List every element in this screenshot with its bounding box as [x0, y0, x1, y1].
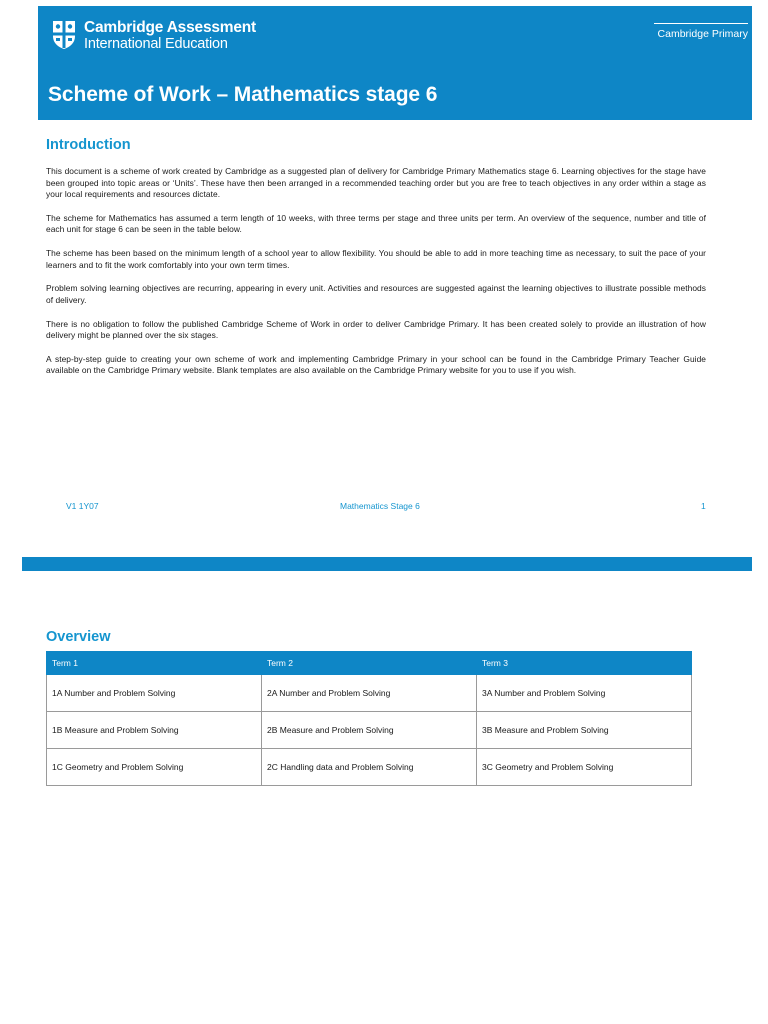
column-header: Term 2: [262, 652, 477, 675]
footer-subject: Mathematics Stage 6: [340, 501, 420, 511]
document-title: Scheme of Work – Mathematics stage 6: [48, 83, 438, 106]
page-header: [38, 6, 752, 120]
table-row: [47, 675, 692, 712]
column-header: Term 1: [47, 652, 262, 675]
introduction-body: [46, 166, 706, 389]
cambridge-logo: [52, 20, 256, 52]
table-row: [47, 712, 692, 749]
footer-page-number: 1: [701, 501, 706, 511]
intro-paragraph: This document is a scheme of work created by Cambridge as a suggested plan of delivery for Cambridge Primary Mathematics stage 6. Learning objectives for the stage have been grouped into topic areas or ‘Units’. These have then been arranged in a recommended teaching order but you are free to teach objectives in any order within a stage as your local requirements and resources dictate.: [46, 166, 706, 199]
overview-heading: Overview: [46, 629, 111, 645]
page-divider-band: [22, 557, 752, 571]
overview-table: [46, 651, 692, 786]
logo-line-1: Cambridge Assessment: [84, 19, 257, 36]
intro-paragraph: Problem solving learning objectives are recurring, appearing in every unit. Activities and resources are suggested against the learning objectives to illustrate possible methods of delivery.: [46, 283, 706, 305]
brand-label: Cambridge Primary: [657, 28, 748, 40]
table-cell: 3C Geometry and Problem Solving: [477, 749, 692, 786]
footer-version: V1 1Y07: [66, 501, 99, 511]
intro-paragraph: The scheme for Mathematics has assumed a term length of 10 weeks, with three terms per stage and three units per term. An overview of the sequence, number and title of each unit for stage 6 can be seen in the table below.: [46, 212, 706, 235]
table-row: [47, 749, 692, 786]
table-cell: 1A Number and Problem Solving: [47, 675, 262, 712]
column-header: Term 3: [477, 652, 692, 675]
table-cell: 1C Geometry and Problem Solving: [47, 749, 262, 786]
table-header-row: [47, 652, 692, 675]
brand-divider: [654, 23, 748, 24]
intro-paragraph: A step-by-step guide to creating your own scheme of work and implementing Cambridge Primary in your school can be found in the Cambridge Primary Teacher Guide available on the Cambridge Primary website. Blank templates are also available on the Cambridge Primary website for you to use if you wish.: [46, 353, 706, 376]
table-cell: 1B Measure and Problem Solving: [47, 712, 262, 749]
table-cell: 2B Measure and Problem Solving: [262, 712, 477, 749]
table-cell: 2C Handling data and Problem Solving: [262, 749, 477, 786]
table-cell: 3A Number and Problem Solving: [477, 675, 692, 712]
cambridge-shield-icon: [52, 20, 76, 50]
table-cell: 2A Number and Problem Solving: [262, 675, 477, 712]
intro-paragraph: The scheme has been based on the minimum length of a school year to allow flexibility. You should be able to add in more teaching time as necessary, to suit the pace of your learners and to fit the work comfortably into your own term times.: [46, 248, 706, 270]
table-cell: 3B Measure and Problem Solving: [477, 712, 692, 749]
introduction-heading: Introduction: [46, 137, 131, 153]
intro-paragraph: There is no obligation to follow the published Cambridge Scheme of Work in order to deliver Cambridge Primary. It has been created solely to provide an illustration of how delivery might be planned over the six stages.: [46, 318, 706, 341]
logo-line-2: International Education: [84, 36, 228, 52]
